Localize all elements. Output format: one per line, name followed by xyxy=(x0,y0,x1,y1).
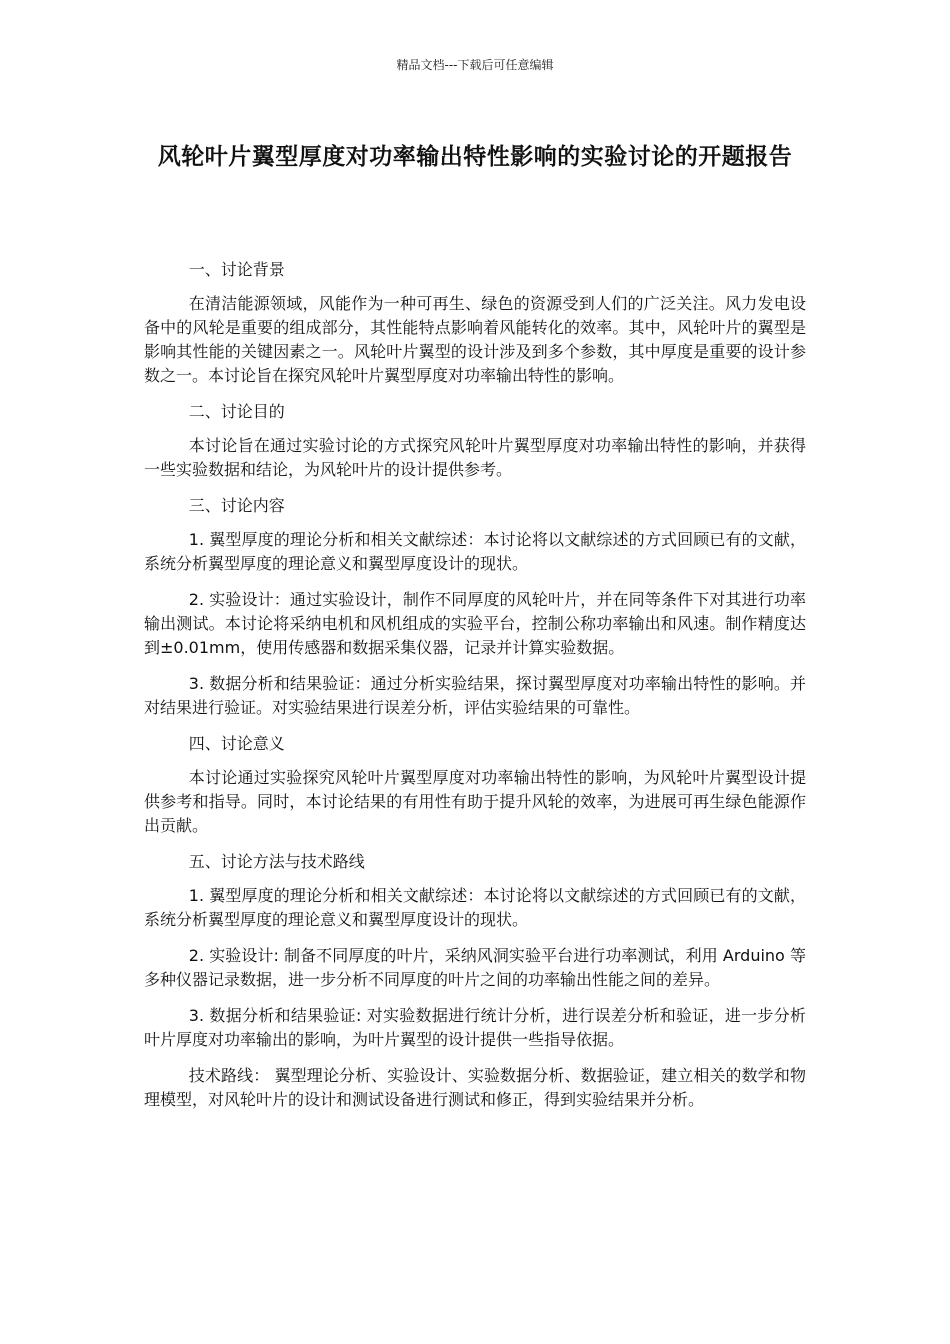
section-heading: 三、讨论内容 xyxy=(188,496,285,515)
body-paragraph: 1. 翼型厚度的理论分析和相关文献综述：本讨论将以文献综述的方式回顾已有的文献，系统分析翼型厚度的理论意义和翼型厚度设计的现状。 xyxy=(144,886,806,929)
section-heading: 五、讨论方法与技术路线 xyxy=(188,852,365,871)
body-paragraph: 2. 实验设计: 制备不同厚度的叶片，采纳风洞实验平台进行功率测试，利用 Arduino 等多种仪器记录数据，进一步分析不同厚度的叶片之间的功率输出性能之间的差异。 xyxy=(144,946,806,989)
header-note: 精品文档---下载后可任意编辑 xyxy=(396,58,554,72)
body-paragraph: 2. 实验设计：通过实验设计，制作不同厚度的风轮叶片，并在同等条件下对其进行功率输出测试。本讨论将采纳电机和风机组成的实验平台，控制公称功率输出和风速。制作精度达到±0.01mm，使用传感器和数据采集仪器，记录并计算实验数据。 xyxy=(144,590,806,657)
body-paragraph: 3. 数据分析和结果验证：通过分析实验结果，探讨翼型厚度对功率输出特性的影响。并对结果进行验证。对实验结果进行误差分析，评估实验结果的可靠性。 xyxy=(144,674,806,717)
section-heading: 四、讨论意义 xyxy=(188,734,285,753)
body-paragraph: 3. 数据分析和结果验证: 对实验数据进行统计分析，进行误差分析和验证，进一步分析叶片厚度对功率输出的影响，为叶片翼型的设计提供一些指导依据。 xyxy=(144,1006,806,1049)
body-paragraph: 1. 翼型厚度的理论分析和相关文献综述：本讨论将以文献综述的方式回顾已有的文献，系统分析翼型厚度的理论意义和翼型厚度设计的现状。 xyxy=(144,530,806,573)
body-paragraph: 技术路线： 翼型理论分析、实验设计、实验数据分析、数据验证，建立相关的数学和物理模型，对风轮叶片的设计和测试设备进行测试和修正，得到实验结果并分析。 xyxy=(144,1066,806,1109)
section-heading: 一、讨论背景 xyxy=(188,260,285,279)
body-paragraph: 本讨论旨在通过实验讨论的方式探究风轮叶片翼型厚度对功率输出特性的影响，并获得一些实验数据和结论，为风轮叶片的设计提供参考。 xyxy=(144,436,806,479)
body-paragraph: 本讨论通过实验探究风轮叶片翼型厚度对功率输出特性的影响，为风轮叶片翼型设计提供参考和指导。同时，本讨论结果的有用性有助于提升风轮的效率，为进展可再生绿色能源作出贡献。 xyxy=(144,768,806,835)
section-heading: 二、讨论目的 xyxy=(188,402,285,421)
document-body xyxy=(144,258,806,1124)
document-title: 风轮叶片翼型厚度对功率输出特性影响的实验讨论的开题报告 xyxy=(157,144,793,170)
body-paragraph: 在清洁能源领域，风能作为一种可再生、绿色的资源受到人们的广泛关注。风力发电设备中的风轮是重要的组成部分，其性能特点影响着风能转化的效率。其中，风轮叶片的翼型是影响其性能的关键因素之一。风轮叶片翼型的设计涉及到多个参数，其中厚度是重要的设计参数之一。本讨论旨在探究风轮叶片翼型厚度对功率输出特性的影响。 xyxy=(144,294,806,385)
